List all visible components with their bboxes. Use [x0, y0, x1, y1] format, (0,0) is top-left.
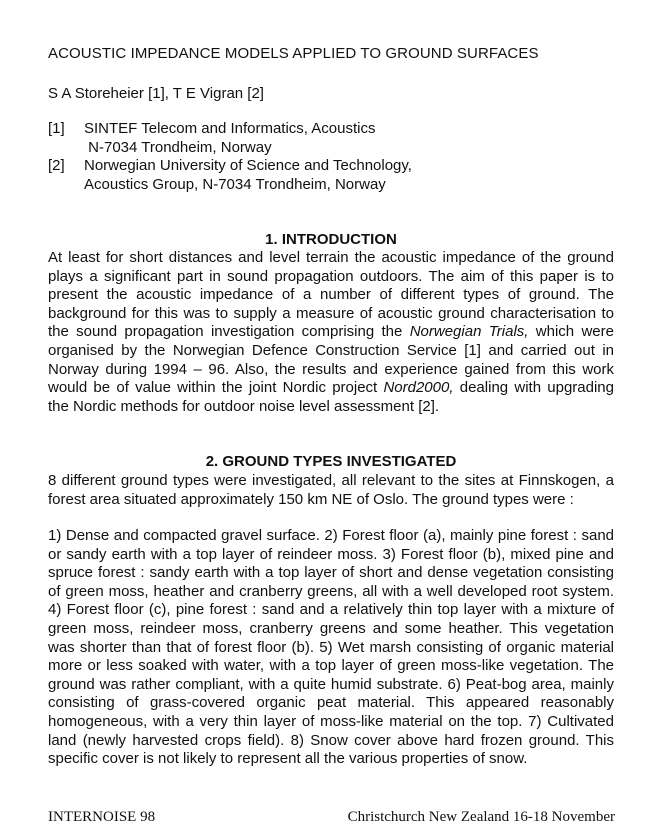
affiliation-line: Norwegian University of Science and Technology, [84, 157, 412, 174]
affiliation-number: [1] [48, 120, 65, 137]
text-run: dealing with upgrading the Nordic methods for outdoor noise level assessment [2]. [48, 379, 614, 415]
text-run: which were organised by the Norwegian Defence Construction Service [1] and carried out in Norway during 1994 – 96. Also, the results and experience gained from this work would be of value within the joint Nordic project [48, 323, 614, 397]
section-heading-ground-types: 2. GROUND TYPES INVESTIGATED [205, 453, 457, 470]
emphasis-text: Nord2000, [383, 379, 454, 397]
footer-conference: INTERNOISE 98 [48, 809, 156, 825]
affiliation-2 [48, 157, 412, 194]
ground-types-list-paragraph: 1) Dense and compacted gravel surface. 2) Forest floor (a), mainly pine forest : sand or sandy earth with a top layer of reindeer moss. 3) Forest floor (b), mixed pine and spruce forest : sandy earth with a top layer of short and dense vegetation consisting of green moss, heather and cranberry greens, all with a well developed root system. 4) Forest floor (c), pine forest : sand and a relatively thin top layer with a mixture of green moss, reindeer moss, cranberry greens and some heather. This vegetation was shorter than that of forest floor (b). 5) Wet marsh consisting of organic material more or less soaked with water, with a top layer of green moss-like vegetation. The ground was rather compliant, with a quite humid substrate. 6) Peat-bog area, mainly consisting of grass-covered organic peat material. This appeared reasonably homogeneous, with a very thin layer of moss-like material on the top. 7) Cultivated land (newly harvested crops field). 8) Snow cover above hard frozen ground. This specific cover is not likely to represent all the various properties of snow. [48, 527, 614, 768]
affiliation-number: [2] [48, 157, 65, 174]
affiliation-1 [48, 120, 412, 157]
emphasis-text: Norwegian Trials, [409, 323, 529, 341]
ground-types-intro-paragraph: 8 different ground types were investigated, all relevant to the sites at Finnskogen, a forest area situated approximately 150 km NE of Oslo. The ground types were : [48, 472, 614, 508]
affiliation-line: Acoustics Group, N-7034 Trondheim, Norway [84, 175, 386, 193]
section-heading-introduction: 1. INTRODUCTION [265, 231, 397, 248]
affiliation-line: SINTEF Telecom and Informatics, Acoustics [84, 120, 376, 137]
affiliations [48, 120, 412, 194]
text-run: At least for short distances and level terrain the acoustic impedance of the ground plays a significant part in sound propagation outdoors. The aim of this paper is to present the acoustic impedance of a number of different types of ground. The background for this was to supply a measure of acoustic ground characterisation to the sound propagation investigation comprising the [48, 249, 614, 341]
author-list: S A Storeheier [1], T E Vigran [2] [48, 85, 264, 102]
footer-location-date: Christchurch New Zealand 16-18 November [347, 809, 615, 825]
introduction-paragraph [48, 249, 614, 416]
paper-title: ACOUSTIC IMPEDANCE MODELS APPLIED TO GROUND SURFACES [48, 45, 539, 62]
affiliation-line: N-7034 Trondheim, Norway [84, 138, 272, 156]
